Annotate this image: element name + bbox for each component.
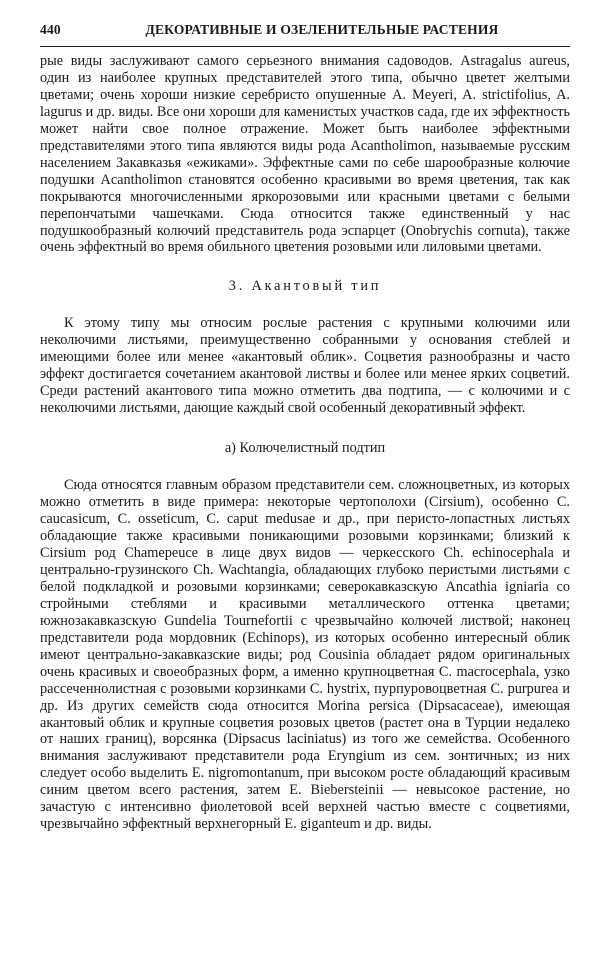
subsection-title: а) Колючелистный подтип [224,440,386,457]
paragraph-spiny-subtype: Сюда относятся главным образом представители сем. сложноцветных, из которых можно отметить в виде примера: некоторые чертополохи (Cirsium), особенно C. caucasicum, C. osseticum, C. caput medusae и др., при перисто-лопастных листьях обладающие также красивыми поникающими розовыми корзинками; близкий к Cirsium род Chamepeuce в лице двух видов — черкесского Ch. echinocephala и центрально-грузинского Ch. Wachtangia, обладающих глубоко перистыми листьями с белой подкладкой и розовыми корзинками; северокавказскую Ancathia igniaria со стройными стеблями и красивыми металлического оттенка цветами; южнозакавказскую Gundelia Tournefortii с чрезвычайно колючей листвой; наконец представители рода мордовник (Echinops), из которых особенно интересный облик имеют центрально-закавказские виды; род Cousinia обладает рядом оригинальных очень красивых и своеобразных форм, а именно крупноцветная C. macrocephala, узко рассеченнолистная с розовыми корзинками C. hystrix, пурпуровоцветная C. purpurea и др. Из других семейств сюда относится Morina persica (Dipsacaceae), имеющая акантовый облик и крупные соцветия розовых цветов (растет она в Турции недалеко от наших границ), ворсянка (Dipsacus laciniatus) из того же семейства. Особенного внимания заслуживают представители рода Eryngium из сем. зонтичных; из них следует особо выделить E. nigromontanum, при высоком росте обладающий красивым синим цветом всего растения, затем E. Biebersteinii — невысокое растение, но зачастую с интенсивно фиолетовой всей верхней частью вместе с соцветиями, чрезвычайно эффектный верхнегорный E. giganteum и др. виды. [40,477,570,833]
page-number: 440 [40,22,61,37]
paragraph-acanthus-type: К этому типу мы относим рослые растения с крупными колючими или неколючими листьями, преимущественно собранными у основания стеблей и имеющими более или менее «акантовый облик». Соцветия разнообразны и часто эффект достигается сочетанием акантовой листвы и более или менее ярких соцветий. Среди растений акантового типа можно отметить два подтипа, — с колючими и с неколючими листьями, дающие каждый свой особенный декоративный эффект. [40,315,570,417]
section-title: 3. Акантовый тип [228,278,382,295]
page-header [40,22,570,40]
header-rule [40,46,570,47]
running-title: ДЕКОРАТИВНЫЕ И ОЗЕЛЕНИТЕЛЬНЫЕ РАСТЕНИЯ [145,22,499,37]
book-page [40,22,570,833]
paragraph-continuation: рые виды заслуживают самого серьезного внимания садоводов. Astragalus aureus, один из наиболее крупных представителей этого типа, обычно цветет желтыми цветами; очень хороши низкие серебристо опушенные A. Meyeri, A. strictifolius, A. lagurus и др. виды. Все они хороши для каменистых участков сада, где их эффектность может найти свое полное отражение. Может быть наиболее эффектными представителями этого типа являются виды рода Acantholimon, называемые русским населением Закавказья «ежиками». Эффектные сами по себе шарообразные колючие подушки Acantholimon становятся особенно красивыми во время цветения, так как покрываются многочисленными яркорозовыми или красными цветами с белыми перепончатыми чашечками. Сюда относится также единственный у нас подушкообразный колючий представитель рода эспарцет (Onobrychis cornuta), также очень эффектный во время обильного цветения розовыми или лиловыми цветами. [40,53,570,256]
